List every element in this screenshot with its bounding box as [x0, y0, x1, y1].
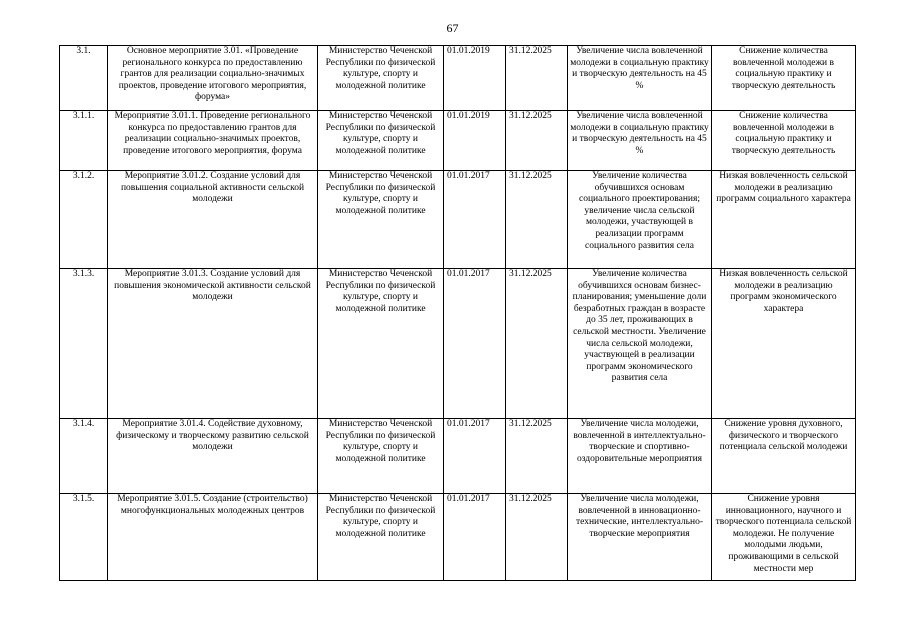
row-number: 3.1.2.	[60, 171, 108, 269]
executor-cell: Министерство Чеченской Республики по физической культуре, спорту и молодежной политике	[318, 171, 444, 269]
table-row	[60, 419, 856, 494]
start-date-cell: 01.01.2017	[444, 419, 506, 494]
result-cell: Увеличение количества обучившихся основам социального проектирования; увеличение числа сельской молодежи, участвующей в реализации программ социального развития села	[568, 171, 712, 269]
table-row	[60, 46, 856, 111]
page-number: 67	[446, 21, 459, 35]
measure-cell: Основное мероприятие 3.01. «Проведение регионального конкурса по предоставлению грантов для реализации социально-значимых проектов, проведение итогового мероприятия, форума»	[108, 46, 318, 111]
row-number: 3.1.5.	[60, 494, 108, 581]
start-date-cell: 01.01.2017	[444, 494, 506, 581]
result-cell: Увеличение числа вовлеченной молодежи в социальную практику и творческую деятельность на 45 %	[568, 46, 712, 111]
table-row	[60, 494, 856, 581]
start-date-cell: 01.01.2017	[444, 269, 506, 419]
row-number: 3.1.3.	[60, 269, 108, 419]
measure-cell: Мероприятие 3.01.3. Создание условий для повышения экономической активности сельской молодежи	[108, 269, 318, 419]
executor-cell: Министерство Чеченской Республики по физической культуре, спорту и молодежной политике	[318, 419, 444, 494]
row-number: 3.1.1.	[60, 111, 108, 171]
result-cell: Увеличение числа молодежи, вовлеченной в инновационно-технические, интеллектуально-творческие мероприятия	[568, 494, 712, 581]
table-row	[60, 111, 856, 171]
start-date-cell: 01.01.2017	[444, 171, 506, 269]
row-number: 3.1.	[60, 46, 108, 111]
consequence-cell: Снижение уровня духовного, физического и творческого потенциала сельской молодежи	[712, 419, 856, 494]
end-date-cell: 31.12.2025	[506, 419, 568, 494]
consequence-cell: Низкая вовлеченность сельской молодежи в реализацию программ социального характера	[712, 171, 856, 269]
result-cell: Увеличение числа молодежи, вовлеченной в интеллектуально-творческие и спортивно-оздоровительные мероприятия	[568, 419, 712, 494]
result-cell: Увеличение количества обучившихся основам бизнес-планирования; уменьшение доли безработных граждан в возрасте до 35 лет, проживающих в сельской местности. Увеличение числа сельской молодежи, участвующей в реализации программ экономического развития села	[568, 269, 712, 419]
start-date-cell: 01.01.2019	[444, 46, 506, 111]
result-cell: Увеличение числа вовлеченной молодежи в социальную практику и творческую деятельность на 45 %	[568, 111, 712, 171]
executor-cell: Министерство Чеченской Республики по физической культуре, спорту и молодежной политике	[318, 46, 444, 111]
end-date-cell: 31.12.2025	[506, 46, 568, 111]
executor-cell: Министерство Чеченской Республики по физической культуре, спорту и молодежной политике	[318, 494, 444, 581]
consequence-cell: Снижение количества вовлеченной молодежи в социальную практику и творческую деятельность	[712, 46, 856, 111]
measures-table	[59, 45, 856, 581]
consequence-cell: Низкая вовлеченность сельской молодежи в реализацию программ экономического характера	[712, 269, 856, 419]
table-row	[60, 269, 856, 419]
end-date-cell: 31.12.2025	[506, 494, 568, 581]
start-date-cell: 01.01.2019	[444, 111, 506, 171]
measure-cell: Мероприятие 3.01.1. Проведение регионального конкурса по предоставлению грантов для реализации социально-значимых проектов, проведение итогового мероприятия, форума	[108, 111, 318, 171]
executor-cell: Министерство Чеченской Республики по физической культуре, спорту и молодежной политике	[318, 111, 444, 171]
measure-cell: Мероприятие 3.01.5. Создание (строительство) многофункциональных молодежных центров	[108, 494, 318, 581]
end-date-cell: 31.12.2025	[506, 269, 568, 419]
row-number: 3.1.4.	[60, 419, 108, 494]
table-row	[60, 171, 856, 269]
measure-cell: Мероприятие 3.01.2. Создание условий для повышения социальной активности сельской молодежи	[108, 171, 318, 269]
end-date-cell: 31.12.2025	[506, 171, 568, 269]
end-date-cell: 31.12.2025	[506, 111, 568, 171]
consequence-cell: Снижение количества вовлеченной молодежи в социальную практику и творческую деятельность	[712, 111, 856, 171]
consequence-cell: Снижение уровня инновационного, научного и творческого потенциала сельской молодежи. Не получение молодыми людьми, проживающими в сельской местности мер	[712, 494, 856, 581]
measure-cell: Мероприятие 3.01.4. Содействие духовному, физическому и творческому развитию сельской молодежи	[108, 419, 318, 494]
executor-cell: Министерство Чеченской Республики по физической культуре, спорту и молодежной политике	[318, 269, 444, 419]
